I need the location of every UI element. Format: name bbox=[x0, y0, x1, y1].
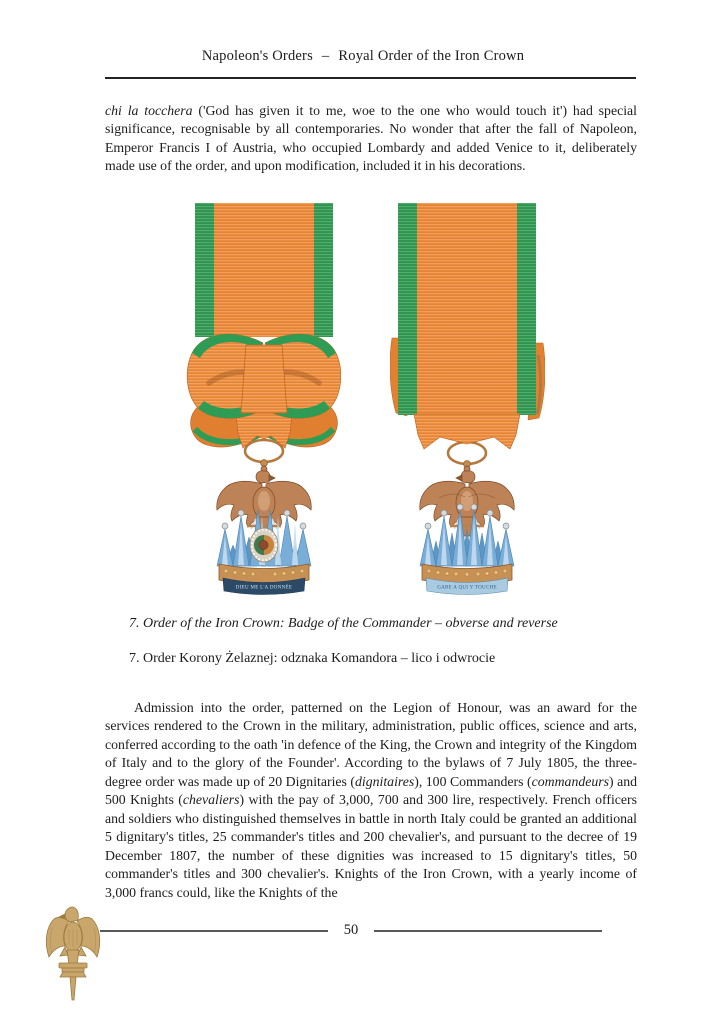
running-header-dash: – bbox=[321, 48, 330, 64]
italic-phrase: chi la tocchera bbox=[105, 103, 193, 118]
italic-dignitaires: dignitaires bbox=[354, 773, 415, 789]
figure-caption-polish: 7. Order Korony Żelaznej: odznaka Komandora – lico i odwrocie bbox=[129, 651, 496, 666]
obverse-eagle bbox=[217, 466, 311, 536]
running-header-right: Royal Order of the Iron Crown bbox=[338, 48, 525, 64]
paragraph-main-text: Admission into the order, patterned on the Legion of Honour, was an award for the services rendered to the Crown in the military, administration, public offices, science and arts, conferred according to the oath 'in defence of the King, the Crown and integrity of the Kingdom of Italy and to the glory of the Founder'. According to the bylaws of 7 July 1805, the three-degree order was made up of 20 Dignitaries ( bbox=[105, 700, 637, 789]
obverse-medallion bbox=[250, 528, 278, 562]
obverse-motto-text: DIEU ME L'A DONNÉE bbox=[235, 585, 293, 591]
paragraph-intro-text: ('God has given it to me, woe to the one who would touch it') had special significance, recognisable by all contemporaries. No wonder that after the fall of Napoleon, Emperor Francis I of Austria, who occupied Lombardy and added Venice to it, deliberately made use of the order, and upon modification, included it in his decorations. bbox=[105, 103, 637, 174]
napoleonic-eagle-icon bbox=[42, 903, 104, 1003]
obverse-bow bbox=[187, 334, 341, 448]
figure-caption-english: 7. Order of the Iron Crown: Badge of the Commander – obverse and reverse bbox=[129, 616, 558, 631]
reverse-ribbon-tail bbox=[414, 414, 520, 449]
medal-figure bbox=[0, 203, 726, 600]
medal-reverse-image bbox=[390, 203, 545, 600]
running-header-left: Napoleon's Orders bbox=[201, 48, 313, 64]
footer-rule-right bbox=[374, 930, 602, 932]
header-rule bbox=[105, 77, 636, 79]
reverse-motto-text: GARE A QUI Y TOUCHE bbox=[437, 585, 497, 591]
paragraph-main: Admission into the order, patterned on the Legion of Honour, was an award for the services rendered to the Crown in the military, administration, public offices, science and arts, conferred according to the oath 'in defence of the King, the Crown and integrity of the Kingdom of Italy and to the glory of the Founder'. According to the bylaws of 7 July 1805, the three-degree order was made up of 20 Dignitaries (dignitaires), 100 Commanders (commandeurs) and 500 Knights (chevaliers) with the pay of 3,000, 700 and 300 lire, respectively. French officers and soldiers who distinguished themselves in battle in north Italy could be granted an additional 5 dignitary's titles, 25 commander's titles and 200 chevalier's, and pursuant to the decree of 19 December 1807, the number of these dignities was increased to 15 dignitary's titles, 50 commander's titles and 300 chevalier's. Knights of the Iron Crown, with a yearly income of 3,000 francs could, like the Knights of the bbox=[105, 700, 637, 900]
footer-page-number: 50 bbox=[343, 922, 359, 938]
page-footer bbox=[100, 922, 602, 939]
running-header bbox=[0, 48, 726, 65]
paragraph-intro bbox=[105, 102, 637, 176]
reverse-eagle bbox=[420, 466, 514, 536]
obverse-suspension-ring bbox=[245, 440, 283, 466]
reverse-suspension-ring bbox=[448, 442, 486, 467]
footer-rule-left bbox=[100, 930, 328, 932]
obverse-bow-knot bbox=[241, 345, 287, 413]
medal-obverse-image bbox=[183, 203, 341, 600]
italic-commandeurs: commandeurs bbox=[531, 773, 609, 789]
reverse-ribbon bbox=[398, 203, 536, 415]
italic-chevaliers: chevaliers bbox=[182, 792, 240, 808]
obverse-ribbon bbox=[195, 203, 333, 337]
